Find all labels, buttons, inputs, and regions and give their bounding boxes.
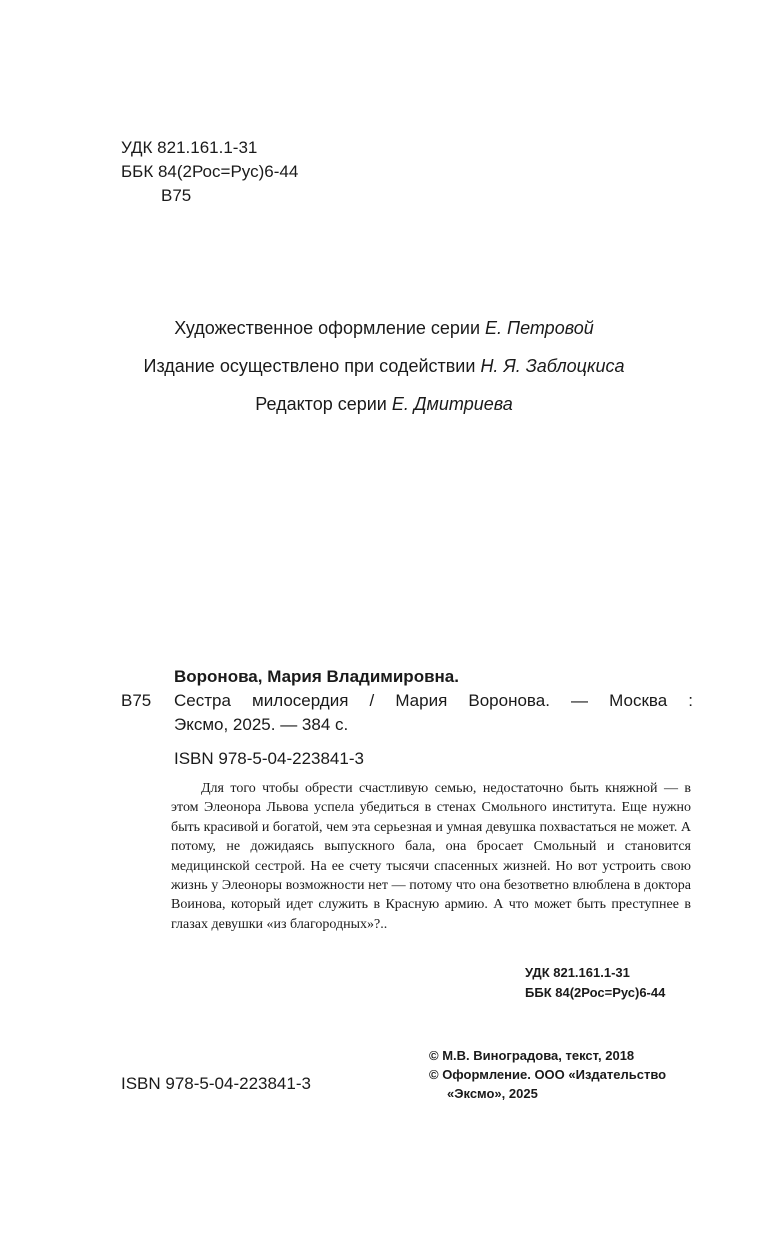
copyright-design-cont: «Эксмо», 2025 bbox=[447, 1086, 538, 1101]
editor-name: Е. Дмитриева bbox=[391, 394, 513, 414]
bbk-code-bottom: ББК 84(2Рос=Рус)6-44 bbox=[525, 985, 666, 1000]
annotation-text: Для того чтобы обрести счастливую семью, недостаточно быть княжной — в этом Элеонора Львова успела убедиться в стенах Смольного института. Еще нужно быть красивой и богатой, чем эта серьезная и умная девушка похвастаться не может. А потому, не дожидаясь выпускного бала, она бросает Смольный и становится медицинской сестрой. На ее счету тысячи спасенных жизней. Но вот устроить свою жизнь у Элеоноры возможности нет — потому что она безответно влюблена в доктора Воинова, который идет служить в Красную армию. А что может быть преступнее в глазах девушки «из благородных»?.. bbox=[171, 781, 691, 932]
credits-block bbox=[0, 316, 768, 430]
catalog-description-line2: Эксмо, 2025. — 384 с. bbox=[174, 715, 349, 734]
isbn-bottom: ISBN 978-5-04-223841-3 bbox=[121, 1074, 311, 1093]
annotation bbox=[171, 779, 691, 934]
udk-code: УДК 821.161.1-31 bbox=[121, 138, 258, 157]
copyright-design: © Оформление. ООО «Издательство bbox=[429, 1067, 667, 1082]
catalog-isbn: ISBN 978-5-04-223841-3 bbox=[174, 749, 364, 768]
editor-credit bbox=[0, 392, 768, 430]
author-mark: В75 bbox=[161, 186, 192, 205]
series-design-credit bbox=[0, 316, 768, 354]
catalog-mark: В75 bbox=[121, 691, 152, 710]
classification-block bbox=[121, 136, 298, 208]
catalog-entry bbox=[121, 665, 693, 771]
sponsor-label: Издание осуществлено при содействии bbox=[143, 356, 476, 376]
catalog-author: Воронова, Мария Владимировна. bbox=[174, 667, 459, 686]
copyright-block bbox=[429, 1046, 666, 1103]
catalog-description-line1: Сестра милосердия / Мария Воронова. — Москва : bbox=[174, 691, 693, 710]
sponsor-credit bbox=[0, 354, 768, 392]
series-design-label: Художественное оформление серии bbox=[174, 318, 481, 338]
copyright-text: © М.В. Виноградова, текст, 2018 bbox=[429, 1048, 635, 1063]
catalog-description-row bbox=[121, 689, 693, 713]
bbk-code: ББК 84(2Рос=Рус)6-44 bbox=[121, 162, 299, 181]
series-design-name: Е. Петровой bbox=[485, 318, 594, 338]
sponsor-name: Н. Я. Заблоцкиса bbox=[480, 356, 625, 376]
udk-code-bottom: УДК 821.161.1-31 bbox=[525, 965, 630, 980]
classification-bottom bbox=[525, 963, 665, 1003]
editor-label: Редактор серии bbox=[255, 394, 387, 414]
